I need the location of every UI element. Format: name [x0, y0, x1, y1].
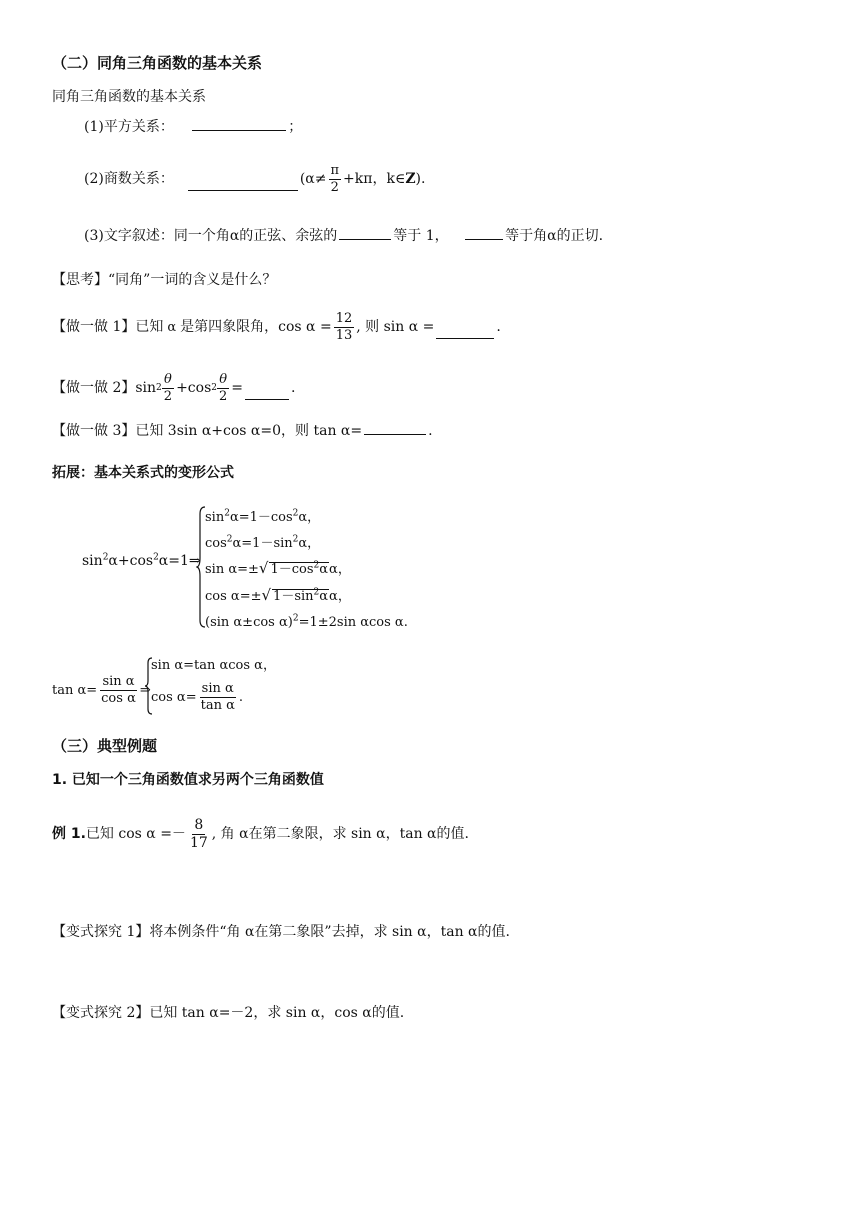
formula-sin-tan: sin α=tan αcos α，	[151, 658, 276, 673]
try2-equals: =	[231, 380, 243, 397]
try1-prefix: 【做一做 1】已知	[52, 319, 164, 336]
try-3	[52, 424, 433, 438]
formula-cos-root	[205, 588, 351, 603]
try2-sin: 【做一做 2】sin	[52, 380, 157, 397]
item2-alpha: (α≠	[299, 171, 327, 188]
f4-cos: cos α=±	[205, 589, 262, 604]
fraction-denominator: cos α	[101, 690, 136, 706]
try-1	[52, 312, 501, 342]
answer-blank-6[interactable]	[245, 398, 289, 400]
sqrt-icon: √	[258, 559, 269, 577]
f3-radicand: 1－cos	[270, 562, 314, 577]
item1-label: (1)平方关系：	[84, 119, 174, 135]
answer-blank-1[interactable]	[192, 129, 286, 131]
item1-end: ；	[288, 119, 303, 135]
sqrt-icon: √	[261, 586, 272, 604]
f5-right: =1±2sin αcos α.	[298, 615, 408, 630]
fraction-numerator: 8	[194, 817, 204, 833]
theta-over-2-fraction	[162, 373, 174, 403]
example-1	[52, 818, 469, 850]
fraction-numerator: 12	[335, 311, 353, 326]
variant-1: 【变式探究 1】将本例条件“角 α在第二象限”去掉，求 sin α，tan α的值.	[52, 924, 510, 940]
sin-over-tan-fraction	[199, 682, 237, 712]
sin-over-cos-fraction	[99, 675, 138, 705]
square-exponent: 2	[313, 560, 320, 571]
item3-part-c: 等于角α的正切.	[505, 228, 604, 244]
item-quotient-relation	[84, 164, 425, 194]
try3-end: .	[428, 423, 433, 439]
try1-end: .	[496, 319, 501, 336]
fraction-numerator: θ	[219, 372, 228, 387]
try2-cos: +cos	[176, 380, 212, 397]
formula-square-sum	[205, 613, 408, 630]
fraction-denominator: tan α	[200, 697, 235, 713]
square-exponent: 2	[102, 552, 109, 563]
think-question: 【思考】“同角”一词的含义是什么？	[52, 272, 277, 288]
fraction-denominator: 2	[330, 179, 339, 195]
item2-rest: +kπ，k∈	[343, 171, 406, 188]
radicand: $1-\sin^2\alpha$	[273, 587, 329, 604]
example-1-label: 例 1.	[52, 826, 86, 843]
formula-sin-squared	[205, 508, 321, 525]
square-exponent: 2	[292, 534, 299, 545]
square-exponent: 2	[226, 534, 233, 545]
fraction-numerator: θ	[164, 372, 172, 387]
item2-end: ).	[415, 171, 426, 188]
pi-over-2-fraction	[329, 164, 342, 194]
fraction-numerator: sin α	[102, 674, 135, 689]
item-text-statement	[84, 229, 603, 243]
left-implies: α=1⇒	[158, 553, 201, 569]
f1-end: α，	[298, 510, 321, 525]
item-square-relation	[84, 120, 302, 134]
f3-end: α，	[329, 562, 351, 577]
f3-sin: sin α=±	[205, 562, 259, 577]
tan-left: tan α=	[52, 682, 98, 698]
f4-end: α，	[329, 589, 351, 604]
twelve-thirteenths-fraction	[334, 312, 355, 342]
try3-text: 【做一做 3】已知 3sin α+cos α=0，则 tan α=	[52, 423, 363, 439]
fraction-denominator: 13	[335, 327, 353, 343]
f4-radicand: 1－sin	[273, 589, 314, 604]
left-cos: α+cos	[108, 553, 154, 569]
item2-label: (2)商数关系：	[84, 171, 174, 188]
radicand: $1-\cos^2\alpha$	[270, 560, 329, 577]
square-exponent: 2	[224, 508, 230, 519]
tan-identity-left	[52, 675, 151, 705]
fraction-numerator: π	[330, 163, 340, 178]
theta-over-2-fraction	[217, 373, 229, 403]
fraction-denominator: 17	[189, 834, 208, 851]
left-sin: sin	[82, 553, 103, 569]
answer-blank-2[interactable]	[188, 189, 298, 191]
try1-suffix: , 则 sin α =	[356, 319, 435, 336]
answer-blank-5[interactable]	[436, 337, 494, 339]
square-exponent: 2	[313, 587, 320, 598]
f1-sin: sin	[205, 510, 225, 525]
eight-seventeenths-fraction	[188, 818, 210, 850]
formula-cos-tan	[151, 682, 243, 712]
item3-part-a: (3)文字叙述：同一个角α的正弦、余弦的	[84, 228, 338, 244]
fraction-numerator: sin α	[201, 681, 234, 696]
f1-mid: α=1－cos	[229, 510, 293, 525]
square-exponent: 2	[292, 508, 299, 519]
try2-end: .	[291, 380, 296, 397]
identity-left-side	[82, 554, 201, 568]
try1-alpha: α	[167, 319, 177, 335]
formula-sin-root	[205, 561, 351, 576]
g2-end: .	[238, 689, 243, 705]
variant-2: 【变式探究 2】已知 tan α=－2，求 sin α，cos α的值.	[52, 1005, 405, 1021]
fraction-denominator: 2	[163, 388, 173, 404]
try-2: 【做一做 2】sin 2 $\frac{\theta}{2}$ +cos 2 $\frac{\theta}{2}$ = .	[52, 372, 296, 404]
section-heading-2: （二）同角三角函数的基本关系	[52, 54, 263, 72]
square-exponent: 2	[292, 613, 299, 624]
example-1-suffix: , 角 α在第二象限，求 sin α，tan α的值.	[211, 826, 469, 843]
answer-blank-4[interactable]	[465, 238, 503, 240]
section-heading-3: （三）典型例题	[52, 737, 158, 755]
extension-heading: 拓展：基本关系式的变形公式	[52, 465, 234, 481]
square-exponent: 2	[153, 552, 159, 563]
f5-left: (sin α±cos α)	[205, 615, 293, 630]
g2-left: cos α=	[151, 689, 197, 705]
f2-mid: α=1－sin	[232, 536, 293, 551]
fraction-denominator: 2	[218, 388, 228, 404]
try1-middle: 是第四象限角，cos α =	[180, 319, 332, 336]
f2-end: α，	[298, 536, 321, 551]
subsection-heading-1: 1. 已知一个三角函数值求另两个三角函数值	[52, 772, 324, 788]
f2-cos: cos	[205, 536, 227, 551]
formula-cos-squared	[205, 534, 321, 551]
implies-arrow: ⇒	[139, 682, 151, 698]
intro-text: 同角三角函数的基本关系	[52, 89, 206, 105]
integer-set-symbol: Z	[405, 171, 416, 188]
answer-blank-3[interactable]	[339, 238, 391, 240]
example-1-prefix: 已知 cos α =－	[85, 826, 186, 843]
item3-part-b: 等于 1，	[393, 228, 449, 244]
answer-blank-7[interactable]	[364, 433, 426, 435]
